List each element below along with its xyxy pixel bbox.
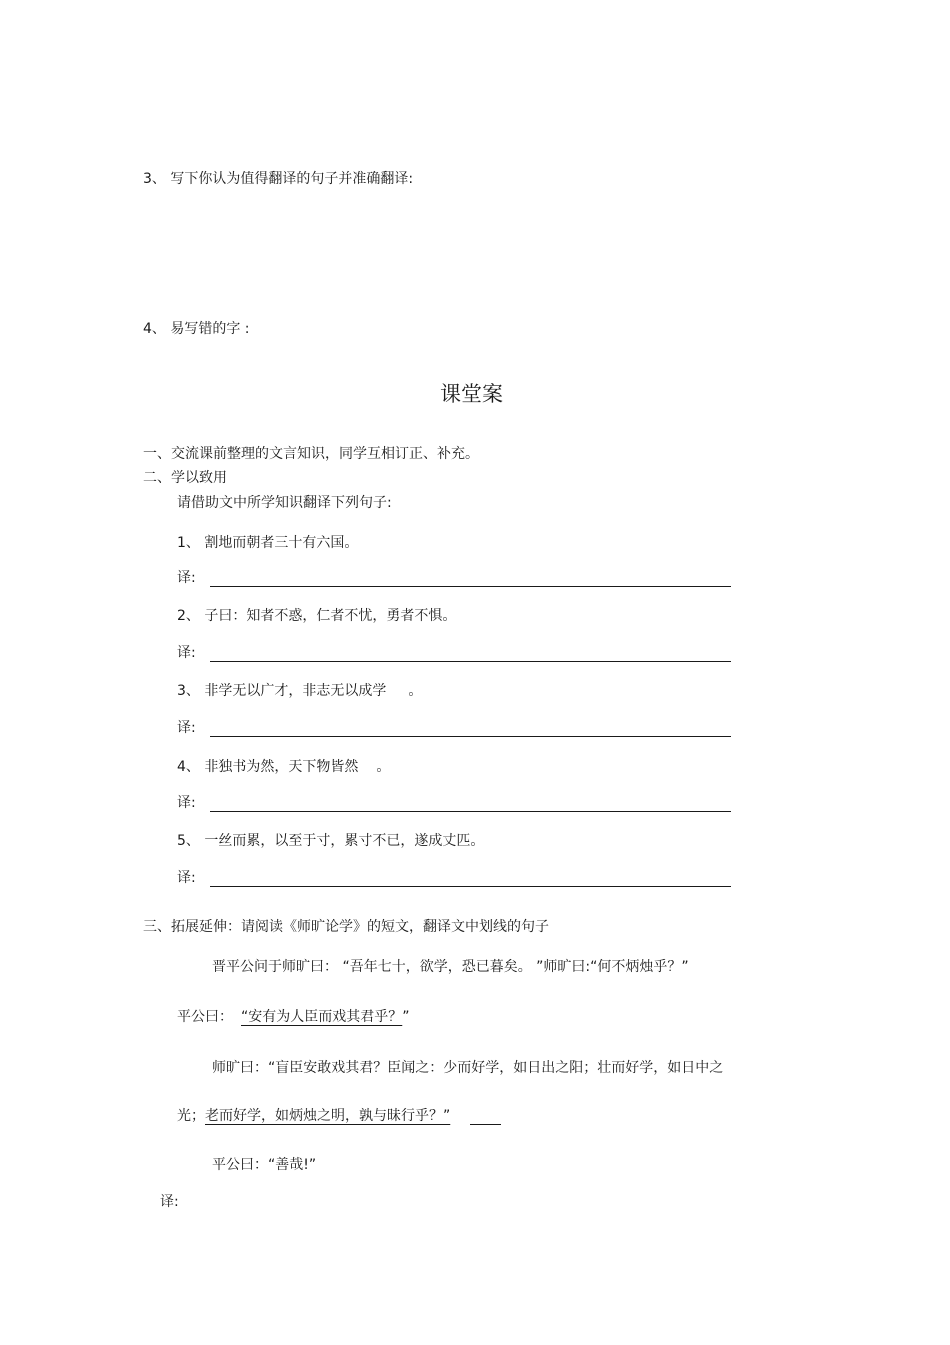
underline-tail (470, 1124, 501, 1125)
passage-line-2 (177, 1008, 410, 1026)
sentence-item (177, 607, 456, 625)
passage-line-4 (177, 1107, 450, 1125)
sentence-text: 4、 非独书为然，天下物皆然 (177, 759, 359, 775)
section-2-instruction: 请借助文中所学知识翻译下列句子: (177, 495, 392, 511)
sentence-text: 1、 割地而朝者三十有六国。 (177, 535, 359, 551)
answer-line-2[interactable] (210, 661, 731, 662)
underlined-sentence-1: “安有为人臣而戏其君乎？ (241, 1009, 403, 1025)
passage-line-3: 师旷曰：“盲臣安敢戏其君？臣闻之：少而好学，如日出之阳；壮而好学，如日中之 (212, 1060, 724, 1076)
translate-label: 译: (177, 870, 196, 886)
answer-line-4[interactable] (210, 811, 731, 812)
passage-line-5: 平公曰：“善哉!” (212, 1157, 317, 1173)
preview-item-4: 4、 易写错的字 : (143, 321, 250, 337)
translate-label: 译: (160, 1194, 179, 1210)
translate-label: 译: (177, 720, 196, 736)
translate-label: 译: (177, 570, 196, 586)
sentence-text: 3、 非学无以广才，非志无以成学 (177, 683, 387, 699)
preview-item-3: 3、 写下你认为值得翻译的句子并准确翻译: (143, 171, 414, 187)
underlined-sentence-2: 老而好学，如炳烛之明，孰与昧行乎？” (205, 1108, 451, 1124)
section-1-heading: 一、交流课前整理的文言知识，同学互相订正、补充。 (143, 446, 479, 462)
sentence-item (177, 758, 390, 776)
sentence-end: 。 (376, 759, 391, 775)
sentence-text: 2、 子曰：知者不惑，仁者不忧，勇者不惧。 (177, 608, 457, 624)
sentence-end: 。 (408, 683, 423, 699)
translate-label: 译: (177, 645, 196, 661)
passage-line-1: 晋平公问于师旷曰： “吾年七十，欲学，恐已暮矣。 ”师旷曰:“何不炳烛乎？” (212, 959, 689, 975)
passage-quote-end: ” (402, 1009, 410, 1025)
sentence-text: 5、 一丝而累，以至于寸，累寸不已，遂成丈匹。 (177, 833, 485, 849)
answer-line-1[interactable] (210, 586, 731, 587)
page-title: 课堂案 (440, 382, 503, 406)
answer-line-5[interactable] (210, 886, 731, 887)
passage-prefix: 光； (177, 1108, 205, 1124)
sentence-item (177, 682, 422, 700)
answer-line-3[interactable] (210, 736, 731, 737)
section-3-heading: 三、拓展延伸：请阅读《师旷论学》的短文，翻译文中划线的句子 (143, 919, 549, 935)
section-2-heading: 二、学以致用 (143, 470, 227, 486)
translate-label: 译: (177, 795, 196, 811)
sentence-item (177, 832, 484, 850)
passage-speaker: 平公曰： (177, 1009, 233, 1025)
sentence-item (177, 534, 358, 552)
